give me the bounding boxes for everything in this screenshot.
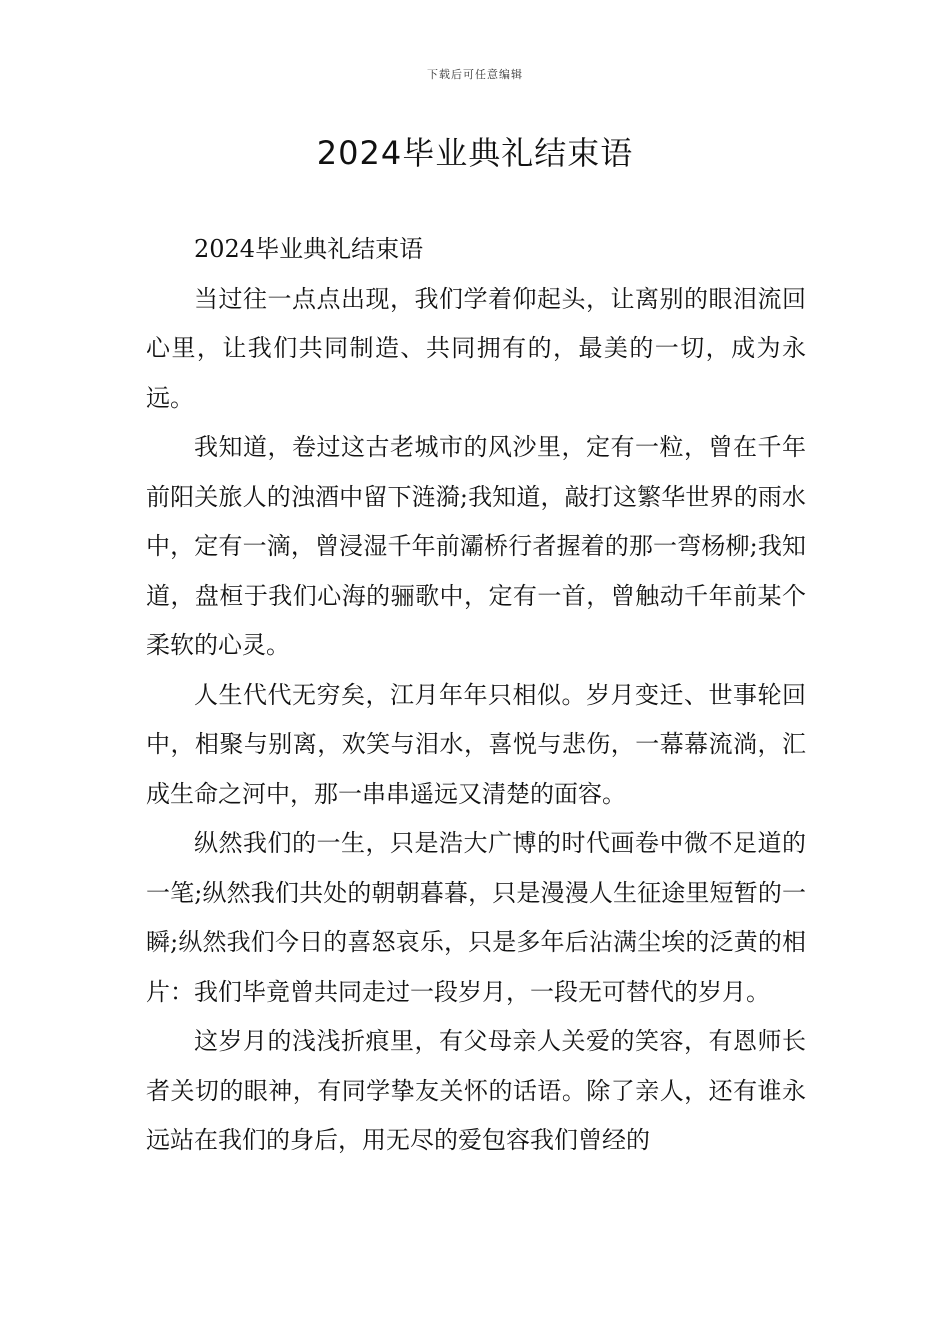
paragraph: 我知道，卷过这古老城市的风沙里，定有一粒，曾在千年前阳关旅人的浊酒中留下涟漪;我知道，敲打这繁华世界的雨水中，定有一滴，曾浸湿千年前灞桥行者握着的那一弯杨柳;我知道，盘桓于我们心海的骊歌中，定有一首，曾触动千年前某个柔软的心灵。 xyxy=(146,433,806,659)
paragraph: 当过往一点点出现，我们学着仰起头，让离别的眼泪流回心里，让我们共同制造、共同拥有的，最美的一切，成为永远。 xyxy=(146,284,806,412)
document-title: 2024毕业典礼结束语 xyxy=(316,134,634,172)
header-note: 下载后可任意编辑 xyxy=(427,68,523,81)
paragraph: 这岁月的浅浅折痕里，有父母亲人关爱的笑容，有恩师长者关切的眼神，有同学挚友关怀的话语。除了亲人，还有谁永远站在我们的身后，用无尽的爱包容我们曾经的 xyxy=(146,1027,806,1154)
paragraph: 人生代代无穷矣，江月年年只相似。岁月变迁、世事轮回中，相聚与别离，欢笑与泪水，喜悦与悲伤，一幕幕流淌，汇成生命之河中，那一串串遥远又清楚的面容。 xyxy=(146,680,806,808)
document-body xyxy=(146,225,806,1166)
paragraph: 纵然我们的一生，只是浩大广博的时代画卷中微不足道的一笔;纵然我们共处的朝朝暮暮，只是漫漫人生征途里短暂的一瞬;纵然我们今日的喜怒哀乐，只是多年后沾满尘埃的泛黄的相片：我们毕竟曾共同走过一段岁月，一段无可替代的岁月。 xyxy=(146,829,806,1006)
paragraph-subtitle: 2024毕业典礼结束语 xyxy=(194,235,424,263)
